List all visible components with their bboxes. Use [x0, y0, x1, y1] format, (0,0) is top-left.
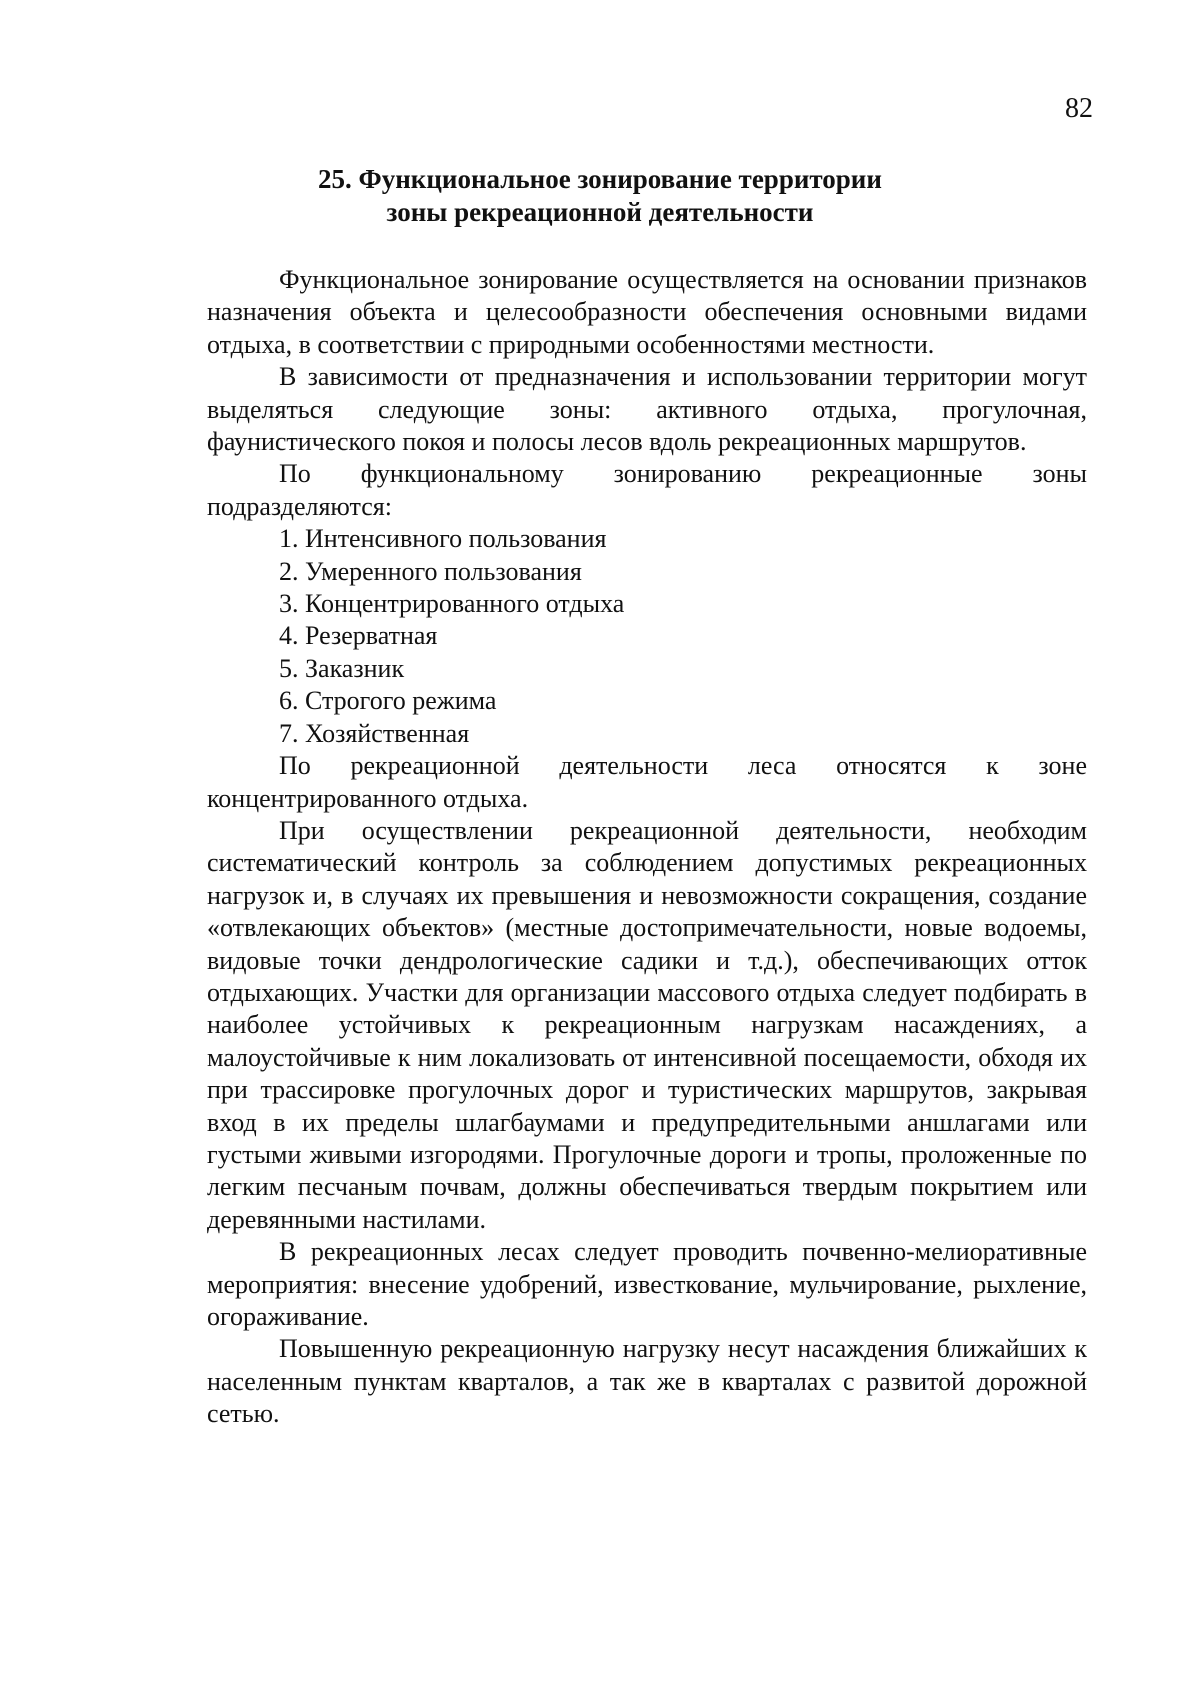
page-number: 82 — [1065, 93, 1093, 124]
zones-list — [207, 523, 1087, 750]
list-item: 1. Интенсивного пользования — [279, 524, 607, 554]
section-title-line-2: зоны рекреационной деятельности — [386, 197, 814, 227]
document-body — [207, 264, 1087, 1431]
list-item: 6. Строгого режима — [279, 686, 497, 716]
section-title-line-1: 25. Функциональное зонирование территории — [318, 164, 882, 194]
list-item: 7. Хозяйственная — [279, 718, 470, 748]
paragraph-list-intro: По функциональному зонированию рекреационные зоны подразделяются: — [207, 459, 1087, 521]
paragraph-soil-measures: В рекреационных лесах следует проводить почвенно-мелиоративные мероприятия: внесение удобрений, известкование, мульчирование, рыхление, огораживание. — [207, 1237, 1087, 1331]
paragraph-zoning-basis: Функциональное зонирование осуществляется на основании признаков назначения объекта и целесообразности обеспечения основными видами отдыха, в соответствии с природными особенностями местности. — [207, 265, 1087, 359]
paragraph-load-control: При осуществлении рекреационной деятельности, необходим систематический контроль за соблюдением допустимых рекреационных нагрузок и, в случаях их превышения и невозможности сокращения, создание «отвлекающих объектов» (местные достопримечательности, новые водоемы, видовые точки дендрологические садики и т.д.), обеспечивающих отток отдыхающих. Участки для организации массового отдыха следует подбирать в наиболее устойчивых к рекреационным нагрузкам насаждениях, а малоустойчивые к ним локализовать от интенсивной посещаемости, обходя их при трассировке прогулочных дорог и туристических маршрутов, закрывая вход в их пределы шлагбаумами и предупредительными аншлагами или густыми живыми изгородями. Прогулочные дороги и тропы, проложенные по легким песчаным почвам, должны обеспечиваться твердым покрытием или деревянными настилами. — [207, 815, 1087, 1234]
paragraph-forest-zone: По рекреационной деятельности леса относятся к зоне концентрированного отдыха. — [207, 751, 1087, 813]
list-item: 2. Умеренного пользования — [279, 556, 582, 586]
paragraph-zone-types: В зависимости от предназначения и использовании территории могут выделяться следующие зоны: активного отдыха, прогулочная, фаунистического покоя и полосы лесов вдоль рекреационных маршрутов. — [207, 362, 1087, 457]
section-title — [140, 163, 1060, 229]
list-item: 3. Концентрированного отдыха — [279, 589, 625, 619]
paragraph-high-load: Повышенную рекреационную нагрузку несут насаждения ближайших к населенным пунктам кварталов, а так же в кварталах с развитой дорожной сетью. — [207, 1334, 1087, 1429]
list-item: 5. Заказник — [279, 653, 405, 683]
list-item: 4. Резерватная — [279, 621, 438, 651]
